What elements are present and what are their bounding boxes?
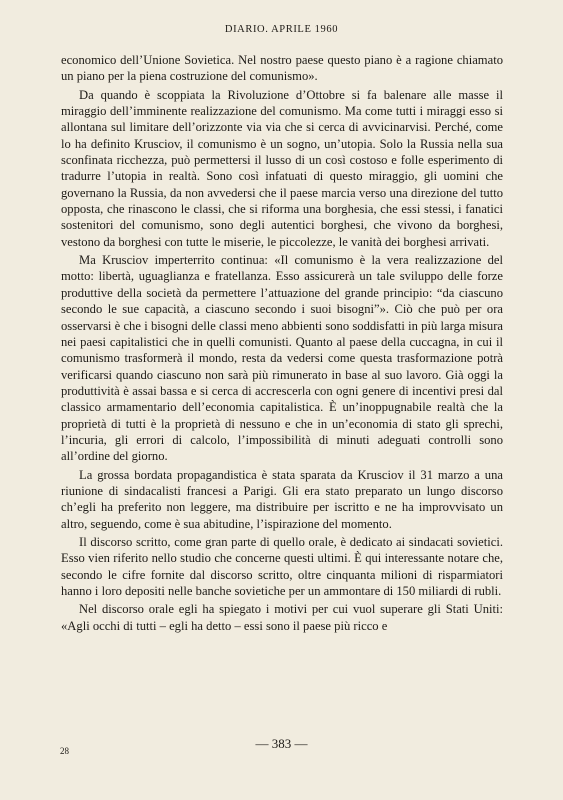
paragraph: Nel discorso orale egli ha spiegato i motivi per cui vuol superare gli Stati Uniti: «Agli occhi di tutti – egli ha detto – essi sono il paese più ricco e xyxy=(61,602,503,633)
paragraph: La grossa bordata propagandistica è stata sparata da Krusciov il 31 marzo a una riunione di sindacalisti francesi a Parigi. Gli era stato preparato un lungo discorso ch’egli ha preferito non leggere, ma distribuire per iscritto e ne ha improvvisato un altro, seguendo, come è sua abitudine, l’ispirazione del momento. xyxy=(61,467,503,531)
running-header: DIARIO. APRILE 1960 xyxy=(224,24,339,35)
paragraph: Da quando è scoppiata la Rivoluzione d’Ottobre si fa balenare alle masse il miraggio dell’imminente realizzazione del comunismo. Ma come tutti i miraggi esso si allontana sul limitare dell’orizzonte via via che si cerca di avvicinarvisi. Perché, come lo ha definito Krusciov, il comunismo è un sogno, un’utopia. Solo la Russia nella sua sconfinata ricchezza, può permettersi il lusso di un così costoso e folle esperimento di tradurre l’utopia in realtà. Sono così infatuati di questo miraggio, gli uomini che governano la Russia, da non avvedersi che il paese marcia verso una direzione del tutto opposta, che rinascono le classi, che si riforma una borghesia, che essi stessi, i fanatici sostenitori del comunismo, sono degli autentici borghesi, che vivono da borghesi, vestono da borghesi con tutte le miserie, le piccolezze, le vanità dei borghesi arrivati. xyxy=(61,87,503,249)
paragraph: Il discorso scritto, come gran parte di quello orale, è dedicato ai sindacati sovietici. Esso vien riferito nello studio che concerne questi ultimi. È qui interessante notare che, secondo le cifre fornite dal discorso scritto, oltre cinquanta milioni di risparmiatori hanno i loro depositi nelle banche sovietiche per un ammontare di 150 miliardi di rubli. xyxy=(61,534,503,598)
margin-number: 28 xyxy=(60,746,69,756)
paragraph: Ma Krusciov imperterrito continua: «Il comunismo è la vera realizzazione del motto: libertà, uguaglianza e fratellanza. Esso assicurerà un tale sviluppo delle forze produttive della società da permettere l’attuazione del grande principio: “da ciascuno secondo le sue capacità, a ciascuno secondo i suoi bisogni”». Ciò che può per ora osservarsi è che i bisogni delle classi meno abbienti sono soddisfatti in più larga misura nei paesi capitalistici che in quelli comunisti. Quanto al paese della cuccagna, in cui il comunismo trasformerà il mondo, resta da vedersi come questa trasformazione potrà verificarsi quando ciascuno non sarà più rimunerato in base al suo lavoro. Già oggi la produttività è assai bassa e si cerca di accrescerla con ogni genere di incentivi presi dal classico armamentario dell’economia capitalistica. È un’inoppugnabile realtà che la proprietà di tutti è la proprietà di nessuno e che in un’economia di stato gli sprechi, l’incuria, gli errori di calcolo, l’impossibilità di minuti adeguati controlli sono all’ordine del giorno. xyxy=(61,253,503,464)
body-text xyxy=(61,52,503,634)
paragraph: economico dell’Unione Sovietica. Nel nostro paese questo piano è a ragione chiamato un piano per la piena costruzione del comunismo». xyxy=(61,53,503,84)
page-number: — 383 — xyxy=(255,736,308,751)
